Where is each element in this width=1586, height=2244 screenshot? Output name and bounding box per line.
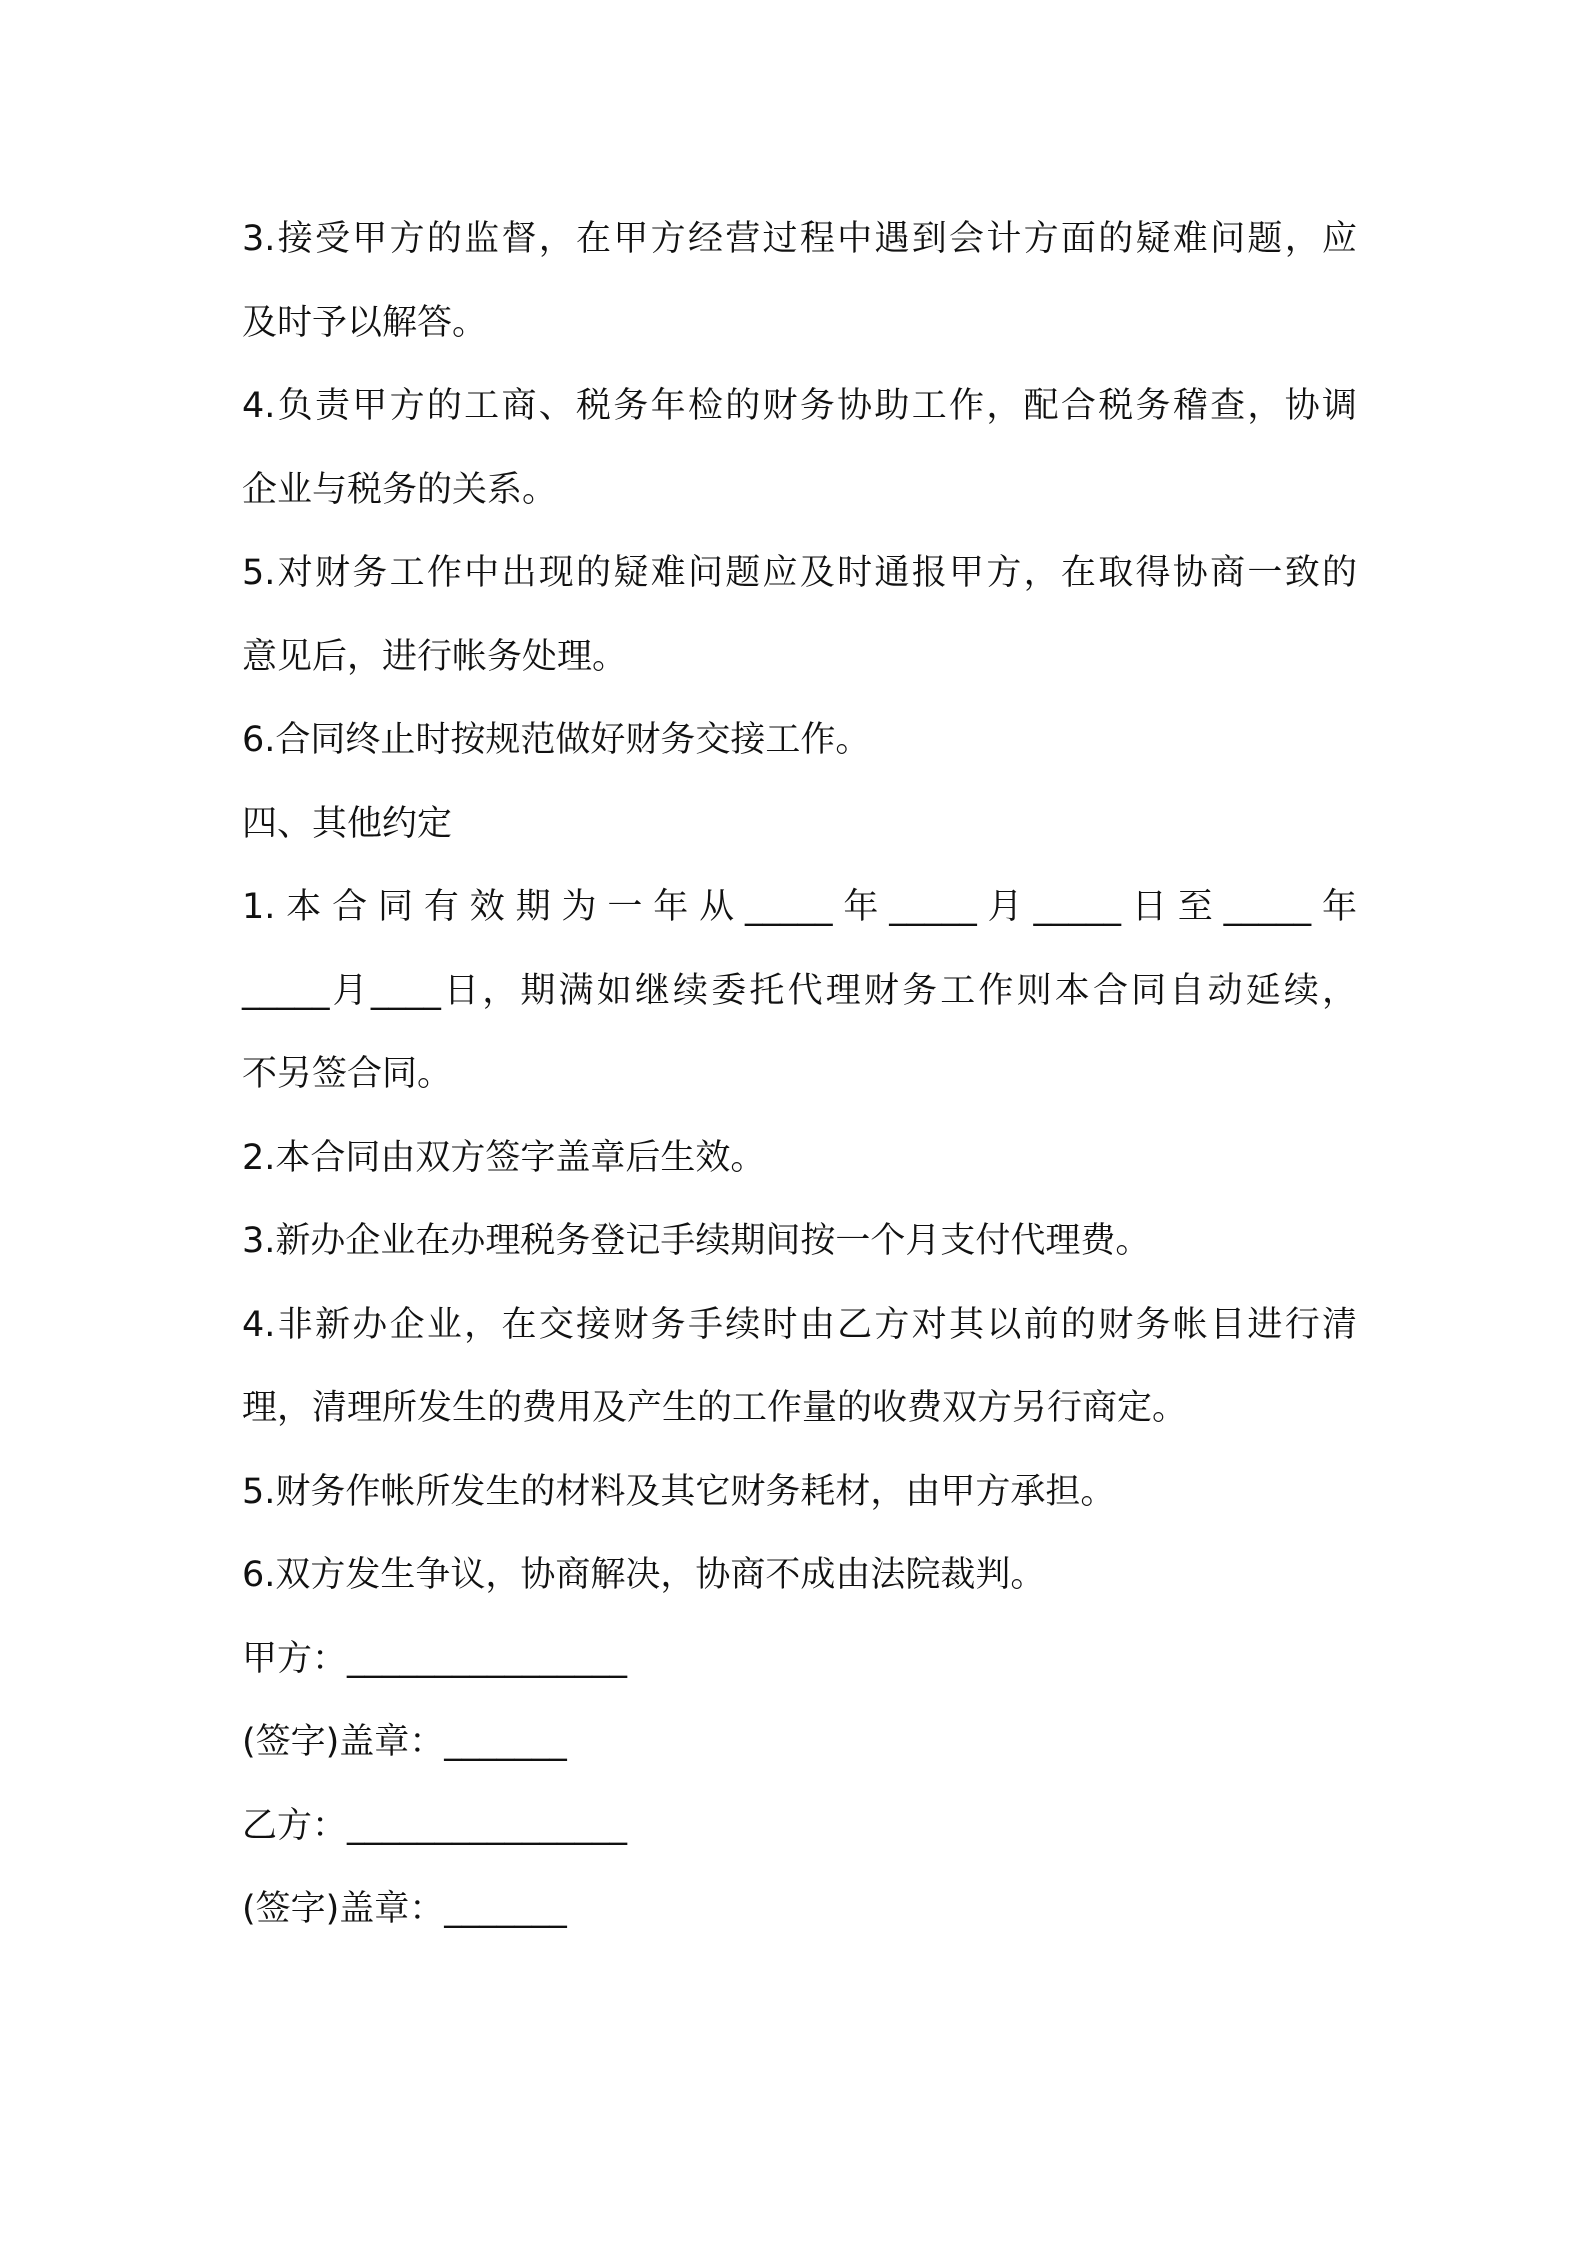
clause-3-3-line-2: 及时予以解答。 bbox=[242, 302, 488, 343]
clause-4-4-line-1: 4.非新办企业，在交接财务手续时由乙方对其以前的财务帐目进行清 bbox=[242, 1304, 1357, 1345]
clause-4-5: 5.财务作帐所发生的材料及其它财务耗材，由甲方承担。 bbox=[242, 1471, 1116, 1512]
clause-4-1-line-3: 不另签合同。 bbox=[242, 1054, 453, 1094]
party-b-seal: (签字)盖章：_______ bbox=[242, 1889, 567, 1929]
party-a-seal: (签字)盖章：_______ bbox=[242, 1722, 567, 1762]
clause-3-4-line-1: 4.负责甲方的工商、税务年检的财务协助工作，配合税务稽查，协调 bbox=[242, 386, 1357, 426]
clause-4-1-line-2: _____月____日，期满如继续委托代理财务工作则本合同自动延续， bbox=[242, 970, 1357, 1011]
document-body bbox=[242, 198, 1357, 1952]
section-4-heading: 四、其他约定 bbox=[242, 803, 453, 844]
clause-3-3-line-1: 3.接受甲方的监督，在甲方经营过程中遇到会计方面的疑难问题，应 bbox=[242, 219, 1357, 259]
party-b-signature: 乙方：________________ bbox=[242, 1805, 628, 1846]
clause-3-5-line-1: 5.对财务工作中出现的疑难问题应及时通报甲方，在取得协商一致的 bbox=[242, 553, 1357, 593]
clause-4-4-line-2: 理，清理所发生的费用及产生的工作量的收费双方另行商定。 bbox=[242, 1388, 1188, 1428]
clause-4-2: 2.本合同由双方签字盖章后生效。 bbox=[242, 1137, 766, 1178]
clause-3-5-line-2: 意见后，进行帐务处理。 bbox=[242, 636, 628, 677]
clause-4-1-line-1: 1.本合同有效期为一年从_____年_____月_____日至_____年 bbox=[242, 887, 1357, 927]
clause-4-3: 3.新办企业在办理税务登记手续期间按一个月支付代理费。 bbox=[242, 1221, 1151, 1261]
clause-3-4-line-2: 企业与税务的关系。 bbox=[242, 469, 558, 510]
clause-4-6: 6.双方发生争议，协商解决，协商不成由法院裁判。 bbox=[242, 1555, 1046, 1595]
clause-3-6: 6.合同终止时按规范做好财务交接工作。 bbox=[242, 720, 871, 760]
party-a-signature: 甲方：________________ bbox=[242, 1638, 628, 1679]
